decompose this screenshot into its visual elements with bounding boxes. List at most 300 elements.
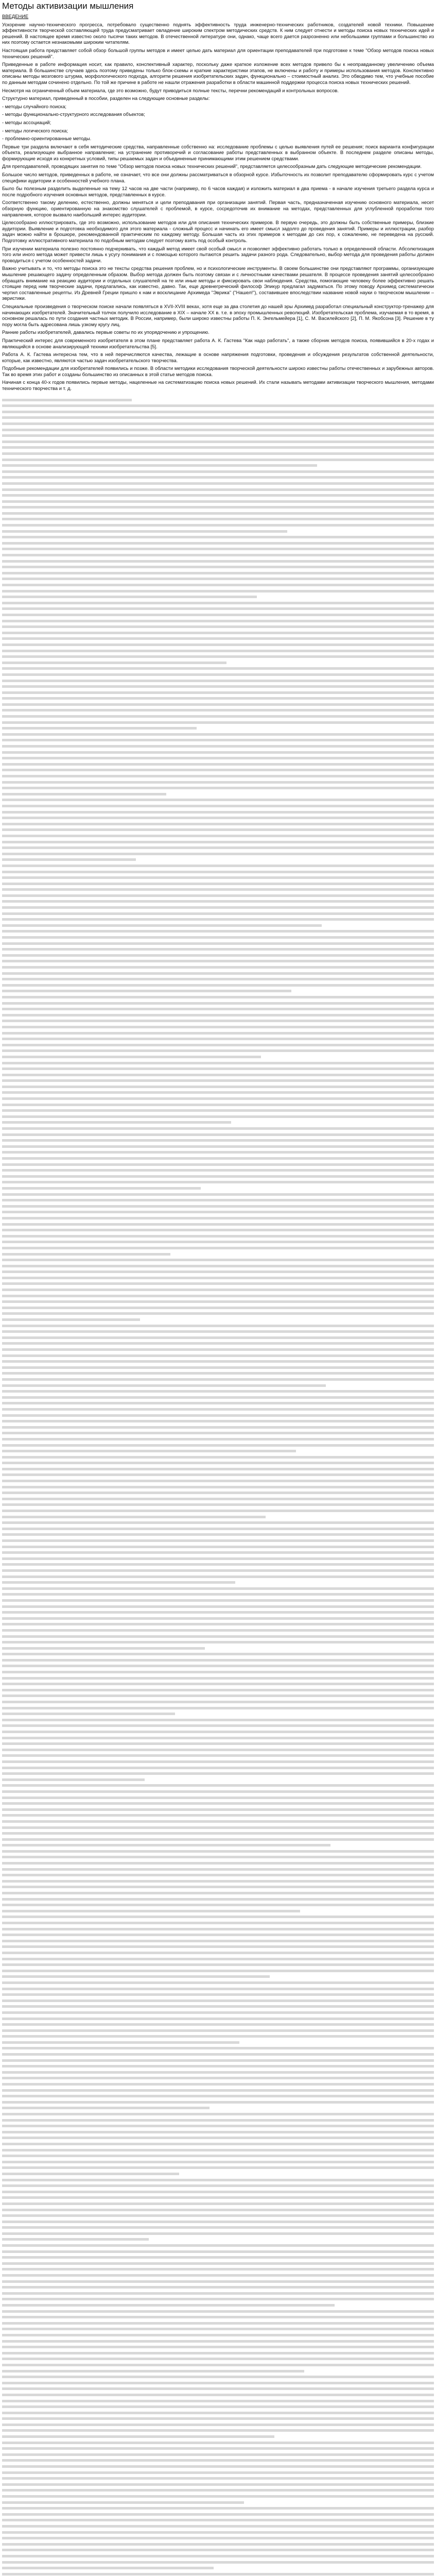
text-line-placeholder	[2, 745, 434, 748]
text-line-placeholder	[2, 727, 197, 730]
text-line-placeholder	[2, 578, 434, 580]
text-line-placeholder	[2, 1557, 434, 1560]
text-line-placeholder	[2, 1797, 434, 1799]
paragraph: При изучении материала полезно постоянно подчеркивать, что каждый метод имеет свой особый смысл и позволяет эффективно работать только в определенной области. Абсолютизация того или иного метода может привести лишь к усугу понимания и с помощью которого пытаются решить задачи разного рода. Следовательно, выбор метода для проведения работы должен проводиться с учетом особенностей задачи.	[2, 245, 434, 263]
text-line-placeholder	[2, 1097, 434, 1100]
text-line-placeholder	[2, 2537, 434, 2539]
text-line-placeholder	[2, 2501, 244, 2504]
text-line-placeholder	[2, 1731, 434, 1733]
text-line-placeholder	[2, 1719, 434, 1721]
text-line-placeholder	[2, 602, 434, 604]
text-line-placeholder	[2, 1121, 231, 1124]
paragraph: Ускорение научно-технического прогресса, потребовало существенно поднять эффективность труда инженерно-технических работников, создателей новой техники. Повышение эффективности творческой составляющей труда предусматривает овладение широким спектром методических средств. К ним следует отнести и методы поиска новых технических идей и решений. В настоящее время известно около тысячи таких методов. В отечественной литературе они, однако, чаще всего дается разрозненно или небольшими группами и большинство из них поэтому остается незнакомыми широким читателям.	[2, 21, 434, 45]
text-line-placeholder	[2, 721, 434, 724]
text-line-placeholder	[2, 2221, 434, 2223]
text-line-placeholder	[2, 2340, 434, 2343]
text-line-placeholder	[2, 530, 287, 533]
text-line-placeholder	[2, 572, 434, 574]
text-line-placeholder	[2, 1498, 434, 1500]
document-continuation	[2, 395, 434, 2576]
text-line-placeholder	[2, 1378, 434, 1381]
text-line-placeholder	[2, 715, 434, 718]
text-line-placeholder	[2, 1014, 434, 1016]
text-line-placeholder	[2, 1175, 434, 1178]
text-line-placeholder	[2, 1462, 434, 1464]
text-line-placeholder	[2, 972, 434, 975]
paragraph: Начиная с конца 40-х годов появились первые методы, нацеленные на систематизацию поиска новых решений. Их стали называть методами активизации творческого мышления, методами технического творчества и т. д.	[2, 379, 434, 392]
text-line-placeholder	[2, 1993, 434, 1996]
text-line-placeholder	[2, 1952, 434, 1954]
text-line-placeholder	[2, 1008, 434, 1010]
text-line-placeholder	[2, 488, 434, 491]
text-line-placeholder	[2, 596, 257, 598]
text-line-placeholder	[2, 751, 434, 754]
text-line-placeholder	[2, 1265, 434, 1267]
text-line-placeholder	[2, 1892, 434, 1894]
text-line-placeholder	[2, 1139, 434, 1142]
text-line-placeholder	[2, 1605, 434, 1608]
text-line-placeholder	[2, 1074, 434, 1076]
text-line-placeholder	[2, 1414, 434, 1417]
text-line-placeholder	[2, 1067, 434, 1070]
text-line-placeholder	[2, 1473, 434, 1476]
text-line-placeholder	[2, 1115, 434, 1118]
text-line-placeholder	[2, 1468, 434, 1470]
text-line-placeholder	[2, 2495, 434, 2498]
text-line-placeholder	[2, 1533, 434, 1536]
text-line-placeholder	[2, 1749, 434, 1751]
text-line-placeholder	[2, 548, 434, 550]
text-line-placeholder	[2, 2346, 434, 2348]
text-line-placeholder	[2, 1707, 434, 1709]
text-line-placeholder	[2, 2035, 434, 2038]
text-line-placeholder	[2, 1181, 434, 1183]
text-line-placeholder	[2, 871, 434, 873]
text-line-placeholder	[2, 2131, 434, 2133]
text-line-placeholder	[2, 1617, 434, 1620]
text-line-placeholder	[2, 1091, 434, 1094]
text-line-placeholder	[2, 1838, 434, 1841]
text-line-placeholder	[2, 2417, 434, 2420]
text-line-placeholder	[2, 2191, 434, 2193]
text-line-placeholder	[2, 452, 434, 455]
text-line-placeholder	[2, 625, 434, 628]
text-line-placeholder	[2, 1694, 434, 1697]
text-line-placeholder	[2, 1438, 434, 1440]
text-line-placeholder	[2, 399, 132, 401]
section-heading: ВВЕДЕНИЕ	[2, 13, 29, 19]
text-line-placeholder	[2, 1701, 434, 1703]
text-line-placeholder	[2, 637, 434, 640]
text-line-placeholder	[2, 512, 434, 515]
text-line-placeholder	[2, 1169, 434, 1172]
paragraph: Подобные рекомендации для изобретателей появились и позже. В области методики исследования творческой деятельности широко известны работы отечественных и зарубежных авторов. Так во время этих работ и созданы большинство из описанных в этой статье методов поиска.	[2, 365, 434, 377]
text-line-placeholder	[2, 1814, 434, 1817]
text-line-placeholder	[2, 918, 434, 921]
text-line-placeholder	[2, 1945, 434, 1948]
text-line-placeholder	[2, 2107, 210, 2109]
text-line-placeholder	[2, 1360, 434, 1363]
text-line-placeholder	[2, 2071, 434, 2074]
text-line-placeholder	[2, 2250, 434, 2253]
list-item: - проблемно-ориентированные методы.	[2, 135, 92, 142]
text-line-placeholder	[2, 1235, 434, 1238]
text-line-placeholder	[2, 883, 434, 885]
text-line-placeholder	[2, 1539, 434, 1542]
paragraph: Большое число методов, приведенных в работе, не означает, что все они должны рассматриваться в обзорной курсе. Избыточность их позволит преподавателю сформировать курс с учетом специфики аудитории и особенностей учебного плана.	[2, 172, 434, 183]
paragraph: Приведенные в работе информация носит, как правило, конспективный характер, поскольку даже краткое изложение всех методов привело бы к неоправданному увеличению объема материала. В большинстве случаев здесь поэтому приведены только блок-схемы и краткие характеристики этапов, не включены и работу и примеры использования методов. Конспективно описаны методы мозгового штурма, морфологического подхода, алгоритм решения изобретательских задач, функционально – стоимостный анализ. Это обводимо тем, что учебные пособие по данным методам сочинено отдельно. По той же причине в работе не нашли отражения разработки в области машинной поддержки процесса поиска новых технических решений.	[2, 61, 434, 85]
text-line-placeholder	[2, 459, 434, 461]
text-line-placeholder	[2, 1480, 434, 1482]
text-line-placeholder	[2, 643, 434, 646]
text-line-placeholder	[2, 2328, 434, 2330]
text-line-placeholder	[2, 1133, 434, 1136]
text-line-placeholder	[2, 769, 434, 771]
text-line-placeholder	[2, 2376, 434, 2378]
text-line-placeholder	[2, 1808, 434, 1811]
text-line-placeholder	[2, 936, 434, 939]
text-line-placeholder	[2, 966, 434, 969]
text-line-placeholder	[2, 650, 434, 652]
text-line-placeholder	[2, 2125, 434, 2127]
text-line-placeholder	[2, 2041, 239, 2044]
text-line-placeholder	[2, 614, 434, 616]
text-line-placeholder	[2, 1922, 434, 1924]
text-line-placeholder	[2, 1970, 434, 1972]
text-line-placeholder	[2, 2531, 434, 2534]
text-line-placeholder	[2, 1026, 434, 1028]
text-line-placeholder	[2, 2549, 434, 2551]
text-line-placeholder	[2, 667, 434, 670]
text-line-placeholder	[2, 518, 434, 520]
paragraph: Специальные произведения о творческом поиске начали появляться в XVII-XVIII веках, хотя еще за два столетия до нашей эры Архимед разработал специальный конструктор-тренажер для начинающих изобретателей. Значительный толчок получило исследование в XIX – начале XX в. т.е. в эпоху промышленных революций. Изобретательская проблема, изучаемая в то время, в основном решалась по пути создания частных методик. В России, например, были широко известны работы П. К. Энгельмейера [1], С. М. Василейского [2], П. М. Якобсона [3]. Решение в ту пору могла быть адресована лишь узкому кругу лиц.	[2, 303, 434, 327]
text-line-placeholder	[2, 930, 434, 933]
list-item: - методы логического поиска;	[2, 127, 68, 133]
text-line-placeholder	[2, 404, 434, 407]
text-line-placeholder	[2, 1713, 175, 1715]
text-line-placeholder	[2, 1659, 434, 1662]
text-line-placeholder	[2, 1689, 434, 1691]
text-line-placeholder	[2, 1295, 434, 1297]
text-line-placeholder	[2, 494, 434, 497]
paragraph: Для преподавателей, проводящих занятия по теме "Обзор методов поиска новых технических решений", представляется целесообразным дать следующие методические рекомендации.	[2, 163, 422, 170]
text-line-placeholder	[2, 2453, 434, 2456]
text-line-placeholder	[2, 2471, 434, 2474]
text-line-placeholder	[2, 1677, 434, 1680]
text-line-placeholder	[2, 1802, 434, 1805]
text-line-placeholder	[2, 2095, 434, 2097]
text-line-placeholder	[2, 662, 226, 664]
text-line-placeholder	[2, 1575, 434, 1578]
text-line-placeholder	[2, 888, 434, 891]
text-line-placeholder	[2, 1145, 434, 1148]
text-line-placeholder	[2, 1754, 434, 1757]
text-line-placeholder	[2, 1820, 434, 1823]
text-line-placeholder	[2, 482, 434, 485]
text-line-placeholder	[2, 828, 434, 831]
text-line-placeholder	[2, 1862, 434, 1865]
text-line-placeholder	[2, 2196, 434, 2199]
text-line-placeholder	[2, 620, 434, 622]
text-line-placeholder	[2, 1981, 434, 1984]
text-line-placeholder	[2, 1384, 326, 1387]
text-line-placeholder	[2, 2202, 434, 2205]
text-line-placeholder	[2, 709, 434, 711]
text-line-placeholder	[2, 1307, 434, 1309]
text-line-placeholder	[2, 2155, 434, 2157]
text-line-placeholder	[2, 2567, 214, 2569]
text-line-placeholder	[2, 2561, 434, 2564]
text-line-placeholder	[2, 1599, 434, 1602]
text-line-placeholder	[2, 2029, 434, 2032]
text-line-placeholder	[2, 685, 434, 688]
text-line-placeholder	[2, 996, 434, 998]
text-line-placeholder	[2, 1988, 434, 1990]
text-line-placeholder	[2, 1916, 434, 1918]
text-line-placeholder	[2, 2483, 434, 2486]
text-line-placeholder	[2, 2310, 434, 2313]
text-line-placeholder	[2, 632, 434, 634]
text-line-placeholder	[2, 429, 434, 431]
text-line-placeholder	[2, 1516, 266, 1518]
text-line-placeholder	[2, 2143, 434, 2145]
text-line-placeholder	[2, 1342, 434, 1345]
text-line-placeholder	[2, 1402, 434, 1404]
text-line-placeholder	[2, 1874, 434, 1876]
text-line-placeholder	[2, 2477, 434, 2480]
text-line-placeholder	[2, 2513, 434, 2516]
text-line-placeholder	[2, 655, 434, 658]
text-line-placeholder	[2, 1593, 434, 1596]
text-line-placeholder	[2, 1223, 434, 1226]
text-line-placeholder	[2, 500, 434, 503]
text-line-placeholder	[2, 942, 434, 945]
text-line-placeholder	[2, 680, 434, 682]
text-line-placeholder	[2, 1241, 434, 1243]
text-line-placeholder	[2, 948, 434, 951]
text-line-placeholder	[2, 476, 434, 479]
text-line-placeholder	[2, 1396, 434, 1399]
text-line-placeholder	[2, 2005, 434, 2008]
text-line-placeholder	[2, 1348, 434, 1351]
text-line-placeholder	[2, 2334, 434, 2336]
text-line-placeholder	[2, 1503, 434, 1506]
text-line-placeholder	[2, 536, 434, 538]
text-line-placeholder	[2, 1163, 434, 1166]
text-line-placeholder	[2, 1330, 434, 1333]
paragraph: Соответственно такому делению, естественно, должны меняться и цели преподавания при организации занятий. Первая часть, предназначенная изучению основного материала, несет обзорную функцию, ориентированную на знакомство слушателей с проблемой, в курсе, сосредоточив их внимание на методах, представленных для углубленной проработки того направления, которое вызвало наибольший интерес аудитории.	[2, 199, 434, 217]
paragraph: Работа А. К. Гастева интересна тем, что в ней перечисляются качества, лежащие в основе напряжения подготовки, проведения и обсуждения результатов собственной деятельности, которые, как известно, являются частью задач изобретательского творчества.	[2, 351, 434, 363]
text-line-placeholder	[2, 1581, 235, 1584]
text-line-placeholder	[2, 799, 434, 801]
text-line-placeholder	[2, 1760, 434, 1763]
text-line-placeholder	[2, 1109, 434, 1112]
text-line-placeholder	[2, 2161, 434, 2163]
text-line-placeholder	[2, 1832, 434, 1835]
text-line-placeholder	[2, 1312, 434, 1315]
text-line-placeholder	[2, 1898, 434, 1901]
text-line-placeholder	[2, 1247, 434, 1249]
text-line-placeholder	[2, 2400, 434, 2402]
text-line-placeholder	[2, 1354, 434, 1357]
text-line-placeholder	[2, 865, 434, 867]
text-line-placeholder	[2, 1683, 434, 1685]
text-line-placeholder	[2, 1623, 434, 1625]
text-line-placeholder	[2, 554, 434, 556]
text-line-placeholder	[2, 1199, 434, 1201]
text-line-placeholder	[2, 560, 434, 563]
text-line-placeholder	[2, 1767, 434, 1769]
text-line-placeholder	[2, 1104, 434, 1106]
paragraph: Целесообразно иллюстрировать, где это возможно, использование методов или для описания технических примеров. В первую очередь, это должны быть собственные примеры, близкие аудитории. Выявление и подготовка необходимого для этого материала - сложный процесс и начинать его имеет смысл задолго до проведения занятий. Примеры и иллюстрации, разбор задач можно найти в брошюре, рекомендованной практическим по каждому методу. Большая часть из этих примеров к методам до сих пор, к сожалению, не переведена на русский. Подготовку иллюстративного материала по подобным методам следует поэтому взять под особый контроль.	[2, 219, 434, 243]
text-line-placeholder	[2, 2244, 434, 2247]
text-line-placeholder	[2, 2173, 179, 2175]
paragraph: Ранние работы изобретателей, давались первые советы по их упорядочению и упрощению.	[2, 329, 210, 335]
text-line-placeholder	[2, 542, 434, 545]
text-line-placeholder	[2, 673, 434, 676]
text-line-placeholder	[2, 2316, 434, 2318]
text-line-placeholder	[2, 1958, 434, 1960]
text-line-placeholder	[2, 506, 434, 509]
text-line-placeholder	[2, 1784, 434, 1787]
text-line-placeholder	[2, 1611, 434, 1614]
text-line-placeholder	[2, 1366, 434, 1369]
text-line-placeholder	[2, 2149, 434, 2151]
text-line-placeholder	[2, 1510, 434, 1512]
text-line-placeholder	[2, 990, 291, 992]
text-line-placeholder	[2, 2214, 434, 2217]
text-line-placeholder	[2, 2083, 434, 2086]
text-line-placeholder	[2, 1486, 434, 1488]
text-line-placeholder	[2, 2519, 434, 2521]
text-line-placeholder	[2, 566, 434, 568]
text-line-placeholder	[2, 924, 322, 927]
text-line-placeholder	[2, 1963, 434, 1966]
text-line-placeholder	[2, 1737, 434, 1739]
text-line-placeholder	[2, 1157, 434, 1160]
text-line-placeholder	[2, 2256, 434, 2259]
text-line-placeholder	[2, 2047, 434, 2049]
text-line-placeholder	[2, 781, 434, 784]
text-line-placeholder	[2, 2525, 434, 2528]
text-line-placeholder	[2, 2358, 434, 2360]
text-line-placeholder	[2, 1671, 434, 1673]
text-line-placeholder	[2, 1528, 434, 1530]
text-line-placeholder	[2, 1975, 270, 1978]
text-line-placeholder	[2, 1020, 434, 1022]
text-line-placeholder	[2, 1999, 434, 2002]
text-line-placeholder	[2, 1450, 296, 1452]
text-line-placeholder	[2, 1408, 434, 1411]
text-line-placeholder	[2, 1127, 434, 1130]
text-line-placeholder	[2, 2382, 434, 2384]
text-line-placeholder	[2, 1868, 434, 1871]
text-line-placeholder	[2, 757, 434, 759]
text-line-placeholder	[2, 2262, 434, 2265]
text-line-placeholder	[2, 2113, 434, 2115]
text-line-placeholder	[2, 954, 434, 957]
text-line-placeholder	[2, 1886, 434, 1888]
text-line-placeholder	[2, 2209, 434, 2211]
text-line-placeholder	[2, 2184, 434, 2187]
text-line-placeholder	[2, 1653, 434, 1655]
paragraph: Практический интерес для современного изобретателя в этом плане представляет работа А. К. Гастева "Как надо работать", а также сборник методов поиска, появившийся в 20-х годах и являющийся в основе анализирующей техники изобретательства [5].	[2, 337, 434, 349]
text-line-placeholder	[2, 984, 434, 987]
text-line-placeholder	[2, 2298, 434, 2300]
text-line-placeholder	[2, 1940, 434, 1942]
text-line-placeholder	[2, 2442, 434, 2444]
text-line-placeholder	[2, 793, 166, 795]
text-line-placeholder	[2, 2286, 434, 2289]
text-line-placeholder	[2, 1629, 434, 1632]
text-line-placeholder	[2, 2435, 274, 2438]
text-line-placeholder	[2, 1904, 434, 1906]
text-line-placeholder	[2, 1456, 434, 1459]
text-line-placeholder	[2, 1444, 434, 1447]
text-line-placeholder	[2, 2011, 434, 2014]
text-line-placeholder	[2, 2232, 434, 2235]
text-line-placeholder	[2, 2424, 434, 2426]
text-line-placeholder	[2, 2370, 304, 2372]
text-line-placeholder	[2, 1641, 434, 1643]
text-line-placeholder	[2, 1205, 434, 1208]
text-line-placeholder	[2, 2274, 434, 2277]
text-line-placeholder	[2, 1282, 434, 1285]
text-line-placeholder	[2, 2465, 434, 2468]
text-line-placeholder	[2, 894, 434, 897]
text-line-placeholder	[2, 422, 434, 425]
text-line-placeholder	[2, 440, 434, 443]
text-line-placeholder	[2, 2023, 434, 2026]
text-line-placeholder	[2, 1521, 434, 1524]
text-line-placeholder	[2, 1038, 434, 1040]
list-item: - методы ассоциаций;	[2, 119, 51, 125]
text-line-placeholder	[2, 2065, 434, 2067]
text-line-placeholder	[2, 811, 434, 814]
paragraph: Было бы полезным разделить выделенные на тему 12 часов на две части (например, по 6 часов каждая) и изложить материал в два приема - в начале изучения третьего раздела курса и после подробного изучения основных методов, представленных в курсе.	[2, 185, 434, 197]
text-line-placeholder	[2, 524, 434, 527]
text-line-placeholder	[2, 1300, 434, 1303]
text-line-placeholder	[2, 763, 434, 766]
text-line-placeholder	[2, 446, 434, 449]
text-line-placeholder	[2, 1928, 434, 1930]
text-line-placeholder	[2, 1044, 434, 1046]
text-line-placeholder	[2, 1635, 434, 1638]
text-line-placeholder	[2, 912, 434, 915]
text-line-placeholder	[2, 1187, 201, 1190]
text-line-placeholder	[2, 1151, 434, 1154]
text-line-placeholder	[2, 1826, 434, 1829]
text-line-placeholder	[2, 411, 434, 413]
text-line-placeholder	[2, 2387, 434, 2390]
page-title: Методы активизации мышления	[2, 1, 134, 11]
text-line-placeholder	[2, 1910, 300, 1912]
text-line-placeholder	[2, 2555, 434, 2557]
text-line-placeholder	[2, 470, 434, 473]
text-line-placeholder	[2, 1742, 434, 1745]
text-line-placeholder	[2, 1086, 434, 1088]
text-line-placeholder	[2, 835, 434, 837]
paragraph: Структурно материал, приведенный в пособии, разделен на следующие основные разделы:	[2, 95, 210, 101]
text-line-placeholder	[2, 1253, 170, 1256]
text-line-placeholder	[2, 2394, 434, 2396]
text-line-placeholder	[2, 1426, 434, 1429]
text-line-placeholder	[2, 1856, 434, 1858]
text-line-placeholder	[2, 1432, 434, 1434]
text-line-placeholder	[2, 2268, 434, 2270]
text-line-placeholder	[2, 2226, 434, 2229]
text-line-placeholder	[2, 1647, 205, 1650]
